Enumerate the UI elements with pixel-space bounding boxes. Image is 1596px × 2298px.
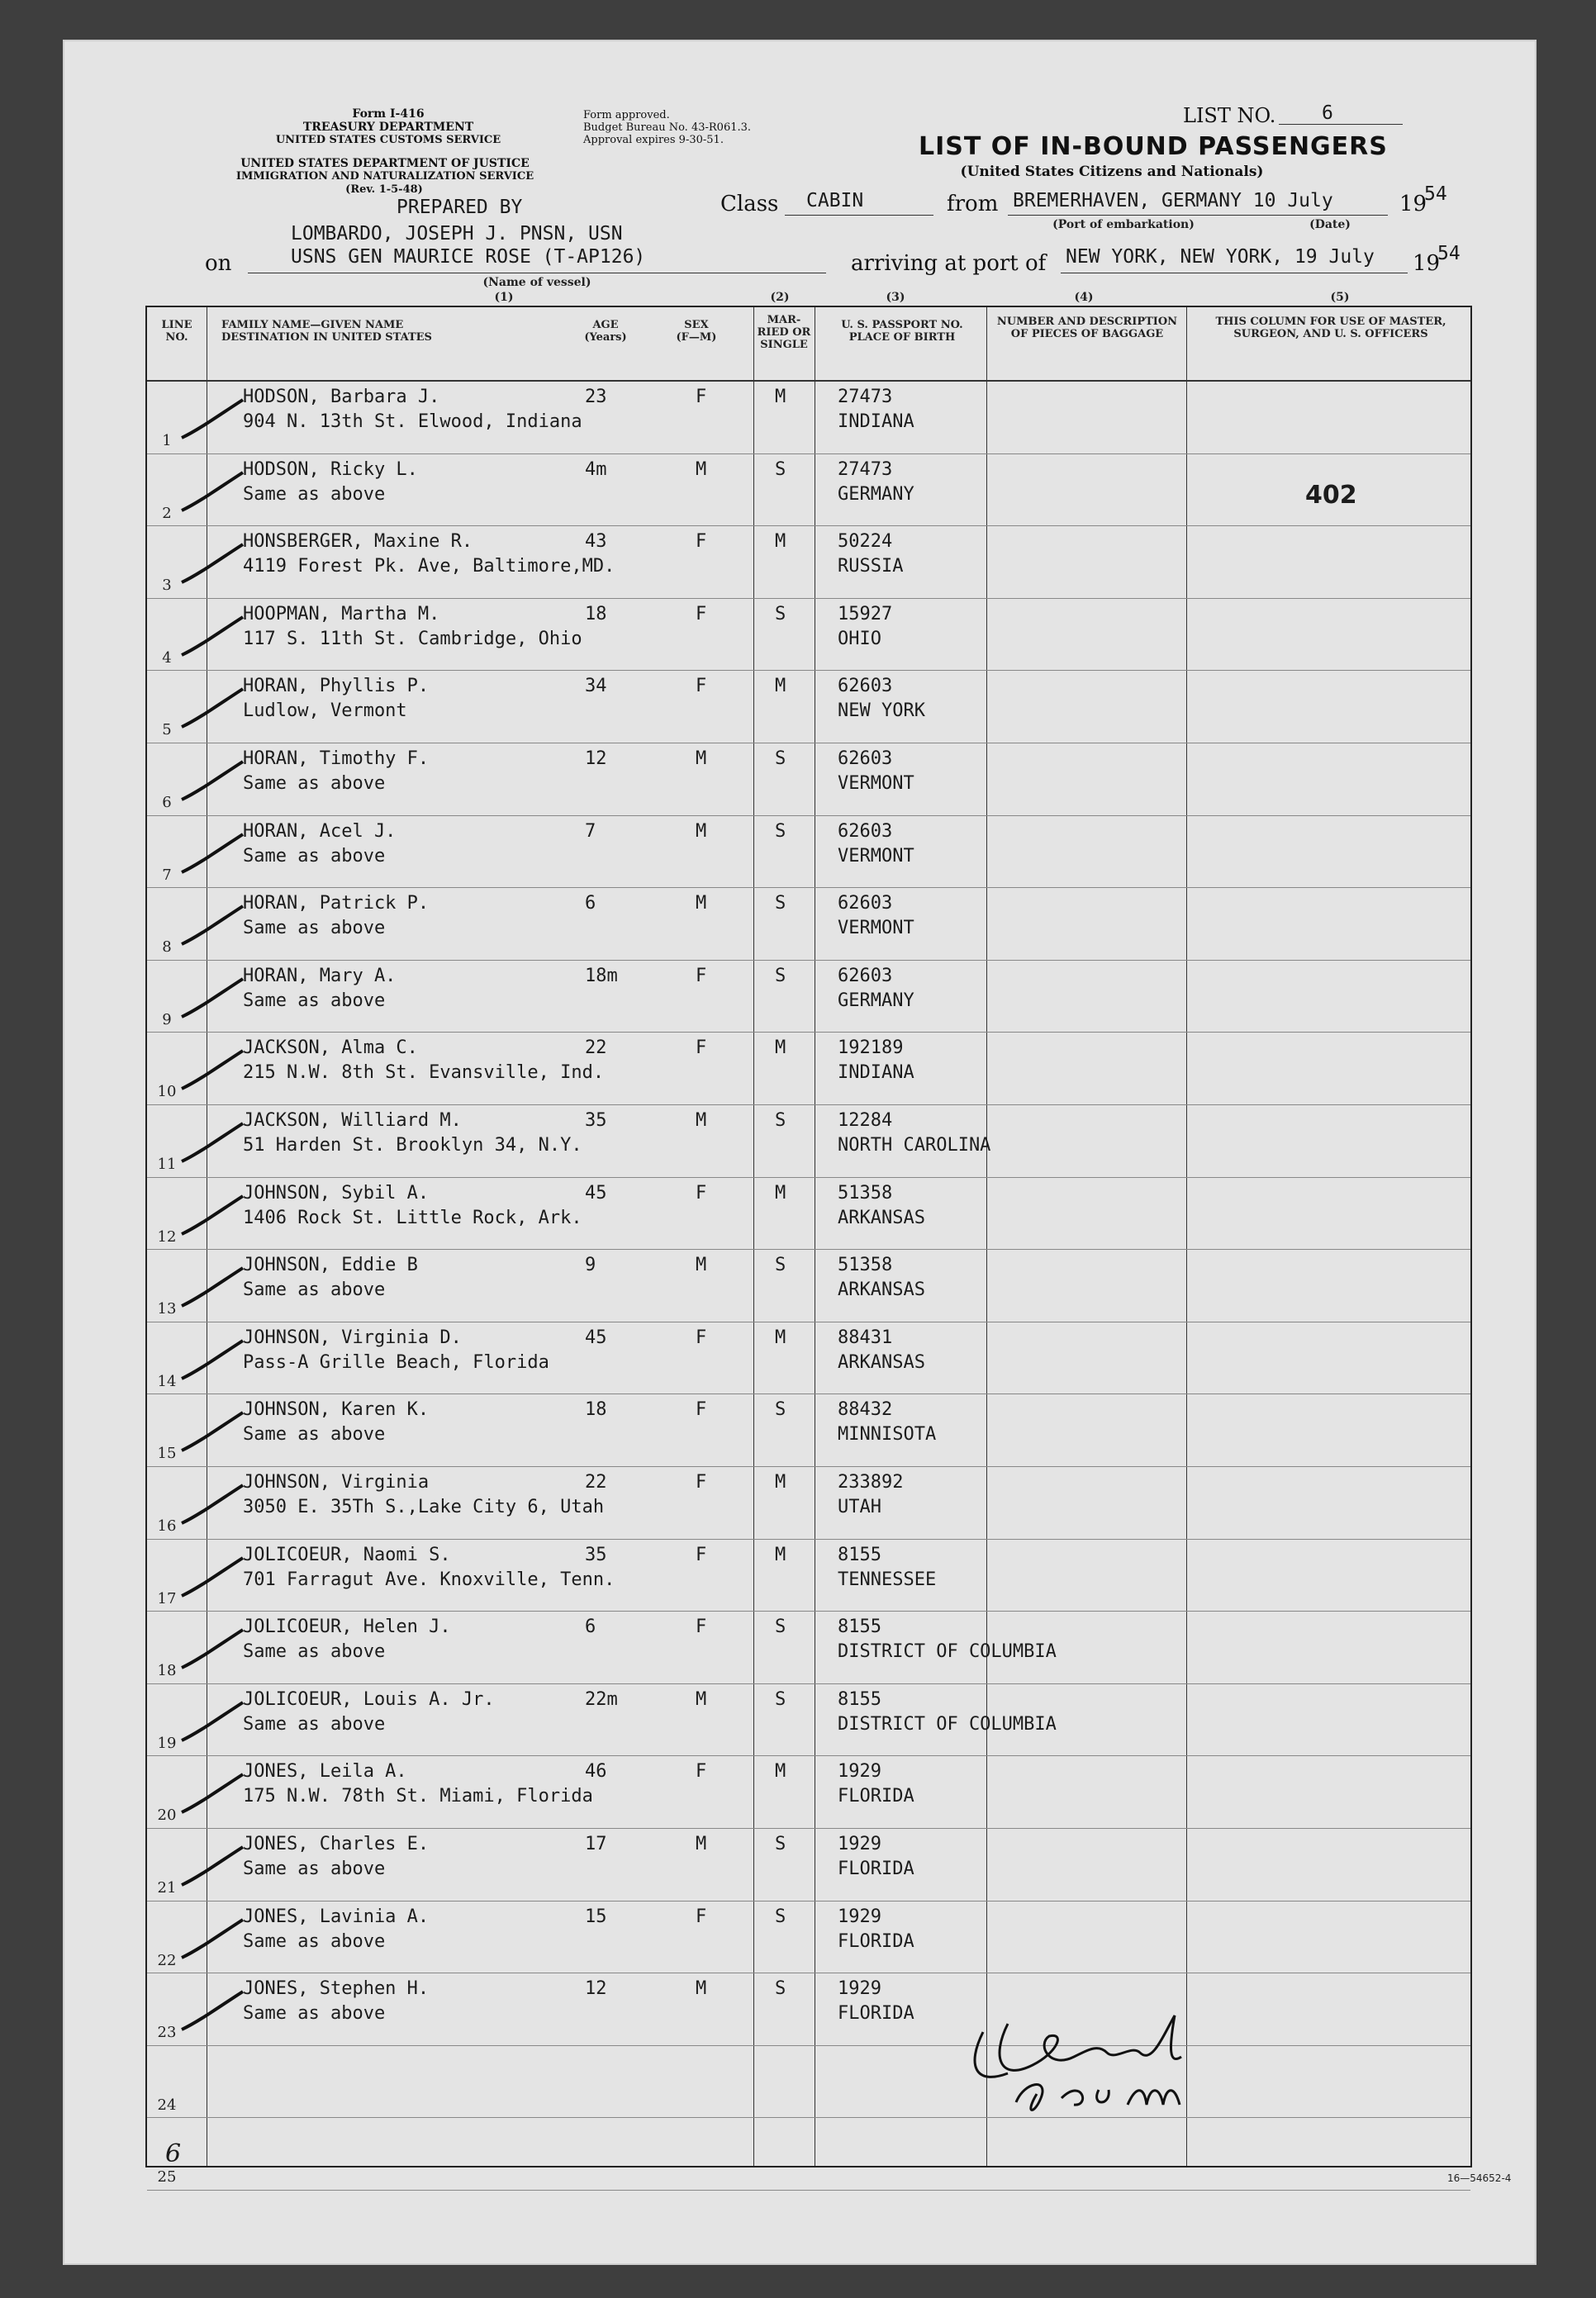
- passenger-name: HONSBERGER, Maxine R.: [243, 531, 473, 553]
- passenger-name: JONES, Stephen H.: [243, 1978, 430, 2000]
- passenger-age: 6: [585, 893, 596, 914]
- arriving-value: NEW YORK, NEW YORK, 19 July: [1066, 246, 1375, 268]
- passenger-destination: 215 N.W. 8th St. Evansville, Ind.: [243, 1062, 605, 1084]
- passenger-age: 4m: [585, 458, 607, 480]
- on-label: on: [205, 251, 232, 276]
- passenger-destination: 4119 Forest Pk. Ave, Baltimore,MD.: [243, 556, 615, 577]
- form-subtitle: (United States Citizens and Nationals): [960, 164, 1264, 180]
- line-number: 5: [162, 721, 172, 739]
- page-mark: 6: [165, 2139, 182, 2168]
- col-header-age: AGE (Years): [584, 319, 627, 344]
- col-header-line: LINE NO.: [161, 319, 192, 344]
- table-row: [147, 1756, 1470, 1829]
- check-mark-icon: [178, 1844, 245, 1893]
- table-row: [147, 961, 1470, 1033]
- dept-immigration: IMMIGRATION AND NATURALIZATION SERVICE: [235, 170, 534, 183]
- passenger-age: 35: [585, 1544, 607, 1565]
- place-of-birth: VERMONT: [838, 845, 914, 866]
- passport-number: 62603: [838, 893, 893, 914]
- place-of-birth: GERMANY: [838, 483, 914, 505]
- from-label: from: [947, 192, 999, 216]
- passenger-marital: M: [775, 1472, 786, 1493]
- check-mark-icon: [178, 1193, 245, 1242]
- check-mark-icon: [178, 1988, 245, 2038]
- table-row: [147, 1973, 1470, 2046]
- passport-number: 1929: [838, 1906, 881, 1927]
- passport-number: 8155: [838, 1544, 881, 1565]
- place-of-birth: RUSSIA: [838, 556, 904, 577]
- passport-number: 88432: [838, 1399, 893, 1421]
- passenger-destination: 904 N. 13th St. Elwood, Indiana: [243, 411, 582, 432]
- place-of-birth: GERMANY: [838, 990, 914, 1011]
- passenger-marital: S: [775, 965, 786, 986]
- passport-number: 1929: [838, 1978, 881, 2000]
- passenger-marital: M: [775, 387, 786, 407]
- table-row: [147, 816, 1470, 889]
- form-revision: (Rev. 1-5-48): [345, 183, 423, 196]
- passport-number: 15927: [838, 603, 893, 624]
- passenger-marital: M: [775, 531, 786, 553]
- passport-number: 1929: [838, 1761, 881, 1783]
- check-mark-icon: [178, 1555, 245, 1604]
- place-of-birth: UTAH: [838, 1497, 881, 1517]
- check-mark-icon: [178, 1265, 245, 1314]
- col-header-passport: U. S. PASSPORT NO. PLACE OF BIRTH: [841, 319, 963, 344]
- passenger-name: JACKSON, Williard M.: [243, 1110, 462, 1131]
- passenger-destination: 3050 E. 35Th S.,Lake City 6, Utah: [243, 1497, 605, 1517]
- passenger-table: [145, 306, 1472, 2186]
- passport-number: 62603: [838, 748, 893, 769]
- table-row: [147, 1033, 1470, 1105]
- table-row: [147, 1105, 1470, 1178]
- place-of-birth: FLORIDA: [838, 1859, 914, 1879]
- passenger-sex: M: [696, 458, 707, 480]
- line-number: 19: [157, 1734, 177, 1752]
- table-row: [147, 1902, 1470, 1974]
- passport-number: 88431: [838, 1327, 893, 1348]
- passenger-sex: M: [696, 1255, 707, 1276]
- line-number: 8: [162, 938, 172, 957]
- passenger-sex: M: [696, 1978, 707, 2000]
- passenger-destination: Same as above: [243, 1930, 386, 1952]
- col-num-2: (2): [770, 291, 790, 304]
- place-of-birth: NORTH CAROLINA: [838, 1135, 991, 1156]
- col-num-3: (3): [886, 291, 905, 304]
- check-mark-icon: [178, 1626, 245, 1676]
- passenger-sex: M: [696, 893, 707, 914]
- line-number: 24: [157, 2096, 177, 2114]
- passenger-name: JOHNSON, Sybil A.: [243, 1182, 430, 1204]
- passenger-marital: S: [775, 1399, 786, 1421]
- table-row: [147, 599, 1470, 672]
- passport-number: 62603: [838, 820, 893, 842]
- passenger-sex: M: [696, 748, 707, 769]
- port-caption: (Port of embarkation): [1052, 218, 1195, 231]
- passport-number: 27473: [838, 458, 893, 480]
- dept-treasury: TREASURY DEPARTMENT: [302, 121, 474, 134]
- passenger-sex: F: [696, 387, 707, 407]
- passenger-destination: Same as above: [243, 1713, 386, 1735]
- passenger-age: 12: [585, 1978, 607, 2000]
- line-number: 7: [162, 866, 172, 884]
- check-mark-icon: [178, 1047, 245, 1097]
- passenger-destination: 701 Farragut Ave. Knoxville, Tenn.: [243, 1569, 615, 1590]
- passenger-sex: F: [696, 1472, 707, 1493]
- line-number: 9: [162, 1010, 172, 1028]
- passenger-age: 7: [585, 820, 596, 842]
- passenger-sex: F: [696, 1544, 707, 1565]
- passenger-age: 46: [585, 1761, 607, 1783]
- passenger-name: JOLICOEUR, Helen J.: [243, 1617, 451, 1638]
- table-row: [147, 2118, 1470, 2191]
- check-mark-icon: [178, 469, 245, 519]
- passenger-name: HORAN, Phyllis P.: [243, 676, 430, 697]
- passenger-marital: S: [775, 1617, 786, 1638]
- line-number: 21: [157, 1879, 177, 1897]
- check-mark-icon: [178, 758, 245, 808]
- passport-number: 62603: [838, 965, 893, 986]
- line-number: 25: [157, 2168, 177, 2186]
- line-number: 11: [157, 1156, 177, 1173]
- place-of-birth: OHIO: [838, 628, 881, 649]
- class-underline: [785, 215, 933, 216]
- passenger-name: JONES, Lavinia A.: [243, 1906, 430, 1927]
- check-mark-icon: [178, 614, 245, 663]
- check-mark-icon: [178, 1120, 245, 1170]
- place-of-birth: TENNESSEE: [838, 1569, 937, 1590]
- passenger-destination: Same as above: [243, 1859, 386, 1879]
- col-header-name: FAMILY NAME—GIVEN NAME DESTINATION IN UNITED STATES: [221, 319, 432, 344]
- passenger-name: JOLICOEUR, Naomi S.: [243, 1544, 451, 1565]
- passenger-destination: 117 S. 11th St. Cambridge, Ohio: [243, 628, 582, 649]
- passenger-age: 18m: [585, 965, 618, 986]
- place-of-birth: ARKANSAS: [838, 1351, 925, 1373]
- passenger-destination: Pass-A Grille Beach, Florida: [243, 1351, 549, 1373]
- arriving-year-prefix: 19: [1413, 251, 1441, 276]
- place-of-birth: VERMONT: [838, 773, 914, 794]
- passenger-sex: F: [696, 1399, 707, 1421]
- check-mark-icon: [178, 1409, 245, 1459]
- table-row: [147, 671, 1470, 743]
- col-num-4: (4): [1074, 291, 1094, 304]
- passenger-destination: Same as above: [243, 918, 386, 939]
- line-number: 15: [157, 1445, 177, 1463]
- table-row: [147, 888, 1470, 961]
- passenger-name: HODSON, Ricky L.: [243, 458, 418, 480]
- check-mark-icon: [178, 396, 245, 446]
- passport-number: 62603: [838, 676, 893, 697]
- check-mark-icon: [178, 1482, 245, 1531]
- passenger-sex: F: [696, 1906, 707, 1927]
- passenger-age: 6: [585, 1617, 596, 1638]
- table-row: [147, 743, 1470, 816]
- check-mark-icon: [178, 903, 245, 952]
- passenger-destination: Same as above: [243, 1280, 386, 1301]
- line-number: 16: [157, 1517, 177, 1535]
- passenger-marital: M: [775, 1761, 786, 1783]
- passenger-age: 34: [585, 676, 607, 697]
- line-number: 13: [157, 1300, 177, 1318]
- form-title: LIST OF IN-BOUND PASSENGERS: [919, 132, 1388, 161]
- place-of-birth: DISTRICT OF COLUMBIA: [838, 1641, 1057, 1663]
- passenger-age: 23: [585, 387, 607, 407]
- passenger-name: JONES, Charles E.: [243, 1834, 430, 1854]
- check-mark-icon: [178, 831, 245, 881]
- passenger-marital: S: [775, 1688, 786, 1710]
- passport-number: 1929: [838, 1834, 881, 1854]
- arriving-year: 54: [1437, 243, 1461, 264]
- line-number: 10: [157, 1083, 177, 1101]
- table-row: [147, 382, 1470, 454]
- passenger-marital: S: [775, 1834, 786, 1854]
- vessel-caption: (Name of vessel): [482, 276, 591, 289]
- line-number: 14: [157, 1372, 177, 1390]
- passenger-sex: F: [696, 1617, 707, 1638]
- check-mark-icon: [178, 976, 245, 1025]
- table-row: [147, 1540, 1470, 1612]
- passenger-age: 45: [585, 1327, 607, 1348]
- passport-number: 51358: [838, 1182, 893, 1204]
- passenger-destination: 175 N.W. 78th St. Miami, Florida: [243, 1786, 593, 1807]
- passenger-marital: S: [775, 603, 786, 624]
- passenger-destination: Same as above: [243, 2003, 386, 2025]
- passenger-name: JOLICOEUR, Louis A. Jr.: [243, 1688, 495, 1710]
- passenger-marital: S: [775, 820, 786, 842]
- passenger-marital: M: [775, 1182, 786, 1204]
- table-row: [147, 1467, 1470, 1540]
- line-number: 4: [162, 648, 172, 667]
- place-of-birth: DISTRICT OF COLUMBIA: [838, 1713, 1057, 1735]
- prepared-label: PREPARED BY: [397, 197, 523, 218]
- passenger-sex: F: [696, 676, 707, 697]
- passenger-age: 18: [585, 1399, 607, 1421]
- passenger-name: JOHNSON, Eddie B: [243, 1255, 418, 1276]
- place-of-birth: FLORIDA: [838, 1786, 914, 1807]
- approval-line-3: Approval expires 9-30-51.: [583, 134, 724, 146]
- passenger-destination: Same as above: [243, 990, 386, 1011]
- col-header-married: MAR-RIED OR SINGLE: [757, 314, 811, 351]
- list-no-value: 6: [1322, 102, 1333, 124]
- passenger-sex: F: [696, 1182, 707, 1204]
- passenger-age: 17: [585, 1834, 607, 1854]
- col-header-sex: SEX (F—M): [676, 319, 717, 344]
- place-of-birth: FLORIDA: [838, 1930, 914, 1952]
- passenger-name: JOHNSON, Karen K.: [243, 1399, 430, 1421]
- col-header-officers: THIS COLUMN FOR USE OF MASTER, SURGEON, AND U. S. OFFICERS: [1215, 316, 1446, 340]
- table-row: [147, 1394, 1470, 1467]
- place-of-birth: VERMONT: [838, 918, 914, 939]
- line-number: 2: [162, 504, 172, 522]
- passenger-name: HORAN, Acel J.: [243, 820, 397, 842]
- passport-number: 192189: [838, 1037, 904, 1059]
- passenger-age: 15: [585, 1906, 607, 1927]
- list-no-underline: [1279, 124, 1403, 125]
- line-number: 6: [162, 794, 172, 811]
- passenger-destination: Same as above: [243, 773, 386, 794]
- table-row: [147, 1612, 1470, 1684]
- table-row: [147, 1250, 1470, 1322]
- passenger-age: 45: [585, 1182, 607, 1204]
- from-underline: [1008, 215, 1388, 216]
- check-mark-icon: [178, 1337, 245, 1387]
- from-year: 54: [1424, 183, 1447, 205]
- passenger-sex: F: [696, 531, 707, 553]
- passenger-name: HODSON, Barbara J.: [243, 387, 440, 407]
- class-value: CABIN: [806, 190, 864, 211]
- table-row: [147, 2046, 1470, 2119]
- approval-line-1: Form approved.: [583, 109, 670, 121]
- passenger-destination: Same as above: [243, 1641, 386, 1663]
- passenger-age: 35: [585, 1110, 607, 1131]
- line-number: 12: [157, 1227, 177, 1246]
- inspector-signature: [958, 2007, 1256, 2123]
- passenger-sex: M: [696, 1688, 707, 1710]
- check-mark-icon: [178, 1916, 245, 1966]
- passenger-sex: F: [696, 1761, 707, 1783]
- passenger-marital: M: [775, 1037, 786, 1059]
- footer-code: 16—54652-4: [1447, 2172, 1512, 2184]
- date-caption: (Date): [1309, 218, 1351, 231]
- check-mark-icon: [178, 686, 245, 735]
- passenger-marital: S: [775, 893, 786, 914]
- passenger-marital: M: [775, 1327, 786, 1348]
- table-row: [147, 1322, 1470, 1395]
- passenger-name: HORAN, Timothy F.: [243, 748, 430, 769]
- col-num-5: (5): [1330, 291, 1350, 304]
- table-row: [147, 1178, 1470, 1251]
- line-number: 23: [157, 2024, 177, 2042]
- dept-customs: UNITED STATES CUSTOMS SERVICE: [275, 134, 501, 146]
- passenger-sex: F: [696, 1327, 707, 1348]
- passenger-marital: S: [775, 1110, 786, 1131]
- passenger-marital: M: [775, 1544, 786, 1565]
- passenger-name: HORAN, Patrick P.: [243, 893, 430, 914]
- passenger-destination: Same as above: [243, 1424, 386, 1446]
- passport-number: 233892: [838, 1472, 904, 1493]
- passenger-sex: F: [696, 1037, 707, 1059]
- line-number: 1: [162, 432, 172, 449]
- passenger-name: JACKSON, Alma C.: [243, 1037, 418, 1059]
- place-of-birth: ARKANSAS: [838, 1207, 925, 1228]
- passenger-name: HOOPMAN, Martha M.: [243, 603, 440, 624]
- vessel-name: USNS GEN MAURICE ROSE (T-AP126): [291, 246, 646, 268]
- passport-number: 8155: [838, 1617, 881, 1638]
- passenger-sex: F: [696, 603, 707, 624]
- passenger-age: 22: [585, 1472, 607, 1493]
- passport-number: 8155: [838, 1688, 881, 1710]
- passenger-marital: S: [775, 1906, 786, 1927]
- table-row: [147, 1829, 1470, 1902]
- place-of-birth: FLORIDA: [838, 2003, 914, 2025]
- passenger-name: JONES, Leila A.: [243, 1761, 407, 1783]
- line-number: 20: [157, 1807, 177, 1825]
- passenger-marital: S: [775, 458, 786, 480]
- place-of-birth: ARKANSAS: [838, 1280, 925, 1301]
- passenger-name: JOHNSON, Virginia D.: [243, 1327, 462, 1348]
- passenger-marital: M: [775, 676, 786, 697]
- passenger-marital: S: [775, 748, 786, 769]
- passenger-destination: 1406 Rock St. Little Rock, Ark.: [243, 1207, 582, 1228]
- form-number: Form I-416: [352, 107, 425, 121]
- place-of-birth: INDIANA: [838, 1062, 914, 1084]
- from-year-prefix: 19: [1399, 192, 1427, 216]
- list-no-label: LIST NO.: [1183, 104, 1276, 127]
- place-of-birth: MINNISOTA: [838, 1424, 937, 1446]
- passport-number: 27473: [838, 387, 893, 407]
- arriving-label: arriving at port of: [851, 251, 1047, 276]
- passenger-age: 43: [585, 531, 607, 553]
- passenger-sex: M: [696, 820, 707, 842]
- dept-justice: UNITED STATES DEPARTMENT OF JUSTICE: [240, 157, 530, 170]
- approval-line-2: Budget Bureau No. 43-R061.3.: [583, 121, 752, 134]
- passenger-age: 9: [585, 1255, 596, 1276]
- line-number: 17: [157, 1589, 177, 1607]
- check-mark-icon: [178, 1771, 245, 1821]
- passport-number: 50224: [838, 531, 893, 553]
- passenger-sex: M: [696, 1834, 707, 1854]
- check-mark-icon: [178, 1699, 245, 1749]
- passenger-marital: S: [775, 1255, 786, 1276]
- class-label: Class: [720, 192, 779, 216]
- passenger-sex: M: [696, 1110, 707, 1131]
- passenger-marital: S: [775, 1978, 786, 2000]
- place-of-birth: INDIANA: [838, 411, 914, 432]
- col-header-baggage: NUMBER AND DESCRIPTION OF PIECES OF BAGGAGE: [996, 316, 1178, 340]
- passenger-sex: F: [696, 965, 707, 986]
- passenger-age: 22m: [585, 1688, 618, 1710]
- passenger-name: HORAN, Mary A.: [243, 965, 397, 986]
- from-value: BREMERHAVEN, GERMANY 10 July: [1013, 190, 1333, 211]
- passenger-age: 12: [585, 748, 607, 769]
- officer-annotation: 402: [1305, 481, 1357, 510]
- prepared-by: LOMBARDO, JOSEPH J. PNSN, USN: [291, 223, 623, 245]
- place-of-birth: NEW YORK: [838, 700, 925, 722]
- passenger-destination: Same as above: [243, 845, 386, 866]
- table-row: [147, 526, 1470, 599]
- passenger-name: JOHNSON, Virginia: [243, 1472, 430, 1493]
- passport-number: 12284: [838, 1110, 893, 1131]
- passenger-destination: Ludlow, Vermont: [243, 700, 407, 722]
- line-number: 22: [157, 1951, 177, 1969]
- col-num-1: (1): [494, 291, 514, 304]
- passenger-age: 22: [585, 1037, 607, 1059]
- passenger-age: 18: [585, 603, 607, 624]
- line-number: 3: [162, 577, 172, 595]
- line-number: 18: [157, 1662, 177, 1680]
- passenger-destination: 51 Harden St. Brooklyn 34, N.Y.: [243, 1135, 582, 1156]
- table-row: [147, 1684, 1470, 1757]
- passenger-destination: Same as above: [243, 483, 386, 505]
- check-mark-icon: [178, 541, 245, 591]
- table-row: [147, 454, 1470, 527]
- passport-number: 51358: [838, 1255, 893, 1276]
